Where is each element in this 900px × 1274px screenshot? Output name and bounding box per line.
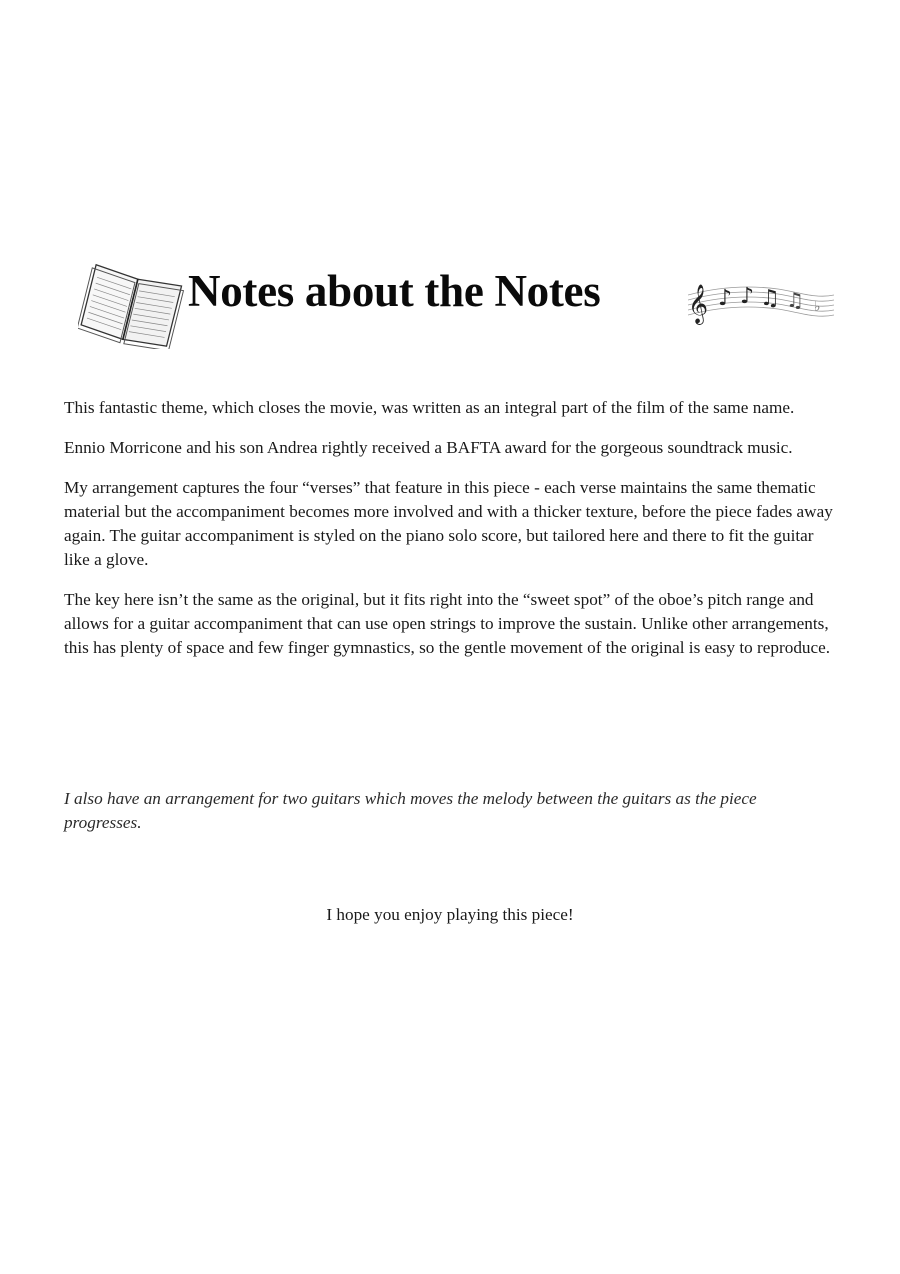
music-notes-icon xyxy=(688,265,834,327)
svg-text:♪: ♪ xyxy=(718,286,733,311)
paragraph-intro: This fantastic theme, which closes the movie, was written as an integral part of the film of the same name. xyxy=(64,398,795,417)
svg-text:♫: ♫ xyxy=(786,288,804,312)
svg-text:♭: ♭ xyxy=(814,299,821,315)
paragraph-arrangement: My arrangement captures the four “verses” that feature in this piece - each verse maintains the same thematic material but the accompaniment becomes more involved and with a thicker texture, before the piece fades away again. The guitar accompaniment is styled on the piano solo score, but tailored here and there to fit the guitar like a glove. xyxy=(64,478,833,569)
page-header xyxy=(78,255,838,355)
body-text xyxy=(64,396,834,676)
paragraph-bafta: Ennio Morricone and his son Andrea rightly received a BAFTA award for the gorgeous soundtrack music. xyxy=(64,438,793,457)
svg-text:𝄞: 𝄞 xyxy=(688,284,709,324)
svg-text:♫: ♫ xyxy=(760,286,780,311)
paragraph-key: The key here isn’t the same as the original, but it fits right into the “sweet spot” of the oboe’s pitch range and allows for a guitar accompaniment that can use open strings to improve the sustain. Unlike other arrangements, this has plenty of space and few finger gymnastics, so the gentle movement of the original is easy to reproduce. xyxy=(64,590,831,657)
open-book-icon xyxy=(78,257,190,349)
italic-note: I also have an arrangement for two guitars which moves the melody between the guitars as the piece progresses. xyxy=(64,789,757,832)
svg-text:♪: ♪ xyxy=(740,284,755,309)
closing-line: I hope you enjoy playing this piece! xyxy=(326,905,574,924)
page-title: Notes about the Notes xyxy=(188,266,601,316)
